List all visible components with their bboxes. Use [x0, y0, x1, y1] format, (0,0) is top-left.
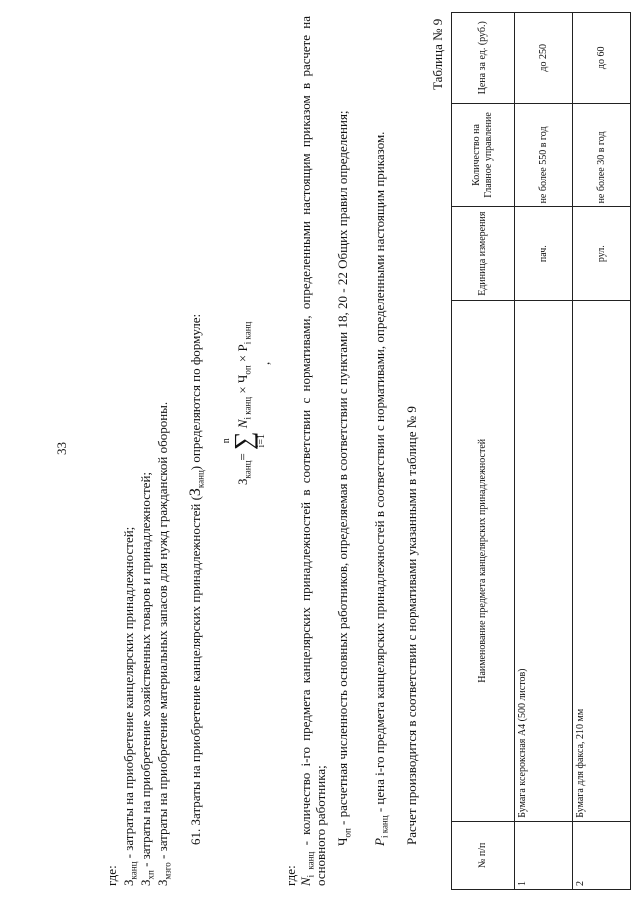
cell-name: Бумага для факса, 210 мм	[573, 300, 631, 821]
definition-zhp: $З_{хп}$ - затраты на приобретение хозяйственных товаров и принадлежностей;	[138, 471, 156, 886]
cell-name: Бумага ксероксная А4 (500 листов)	[515, 300, 573, 821]
cell-unit: рул.	[573, 207, 631, 300]
table-row	[515, 13, 573, 890]
cell-quantity: не более 550 в год	[515, 103, 573, 207]
header-unit: Единица измерения	[452, 207, 515, 300]
header-name: Наименование предмета канцелярских принадлежностей	[452, 300, 515, 821]
cell-price: до 60	[573, 13, 631, 104]
formula: $З_{канц}=$ n ∑ i=1 $N_{i канц} \times Ч_{оп} \times P_{i канц}$	[221, 321, 267, 485]
calculation-note: Расчет производится в соответствии с нормативами указанными в таблице № 9	[404, 406, 419, 845]
definition-n-i-kanc: $N_{i канц}$ - количество i-го предмета канцелярских принадлежностей в соответствии с нормативами, определенными настоящим приказом в расчете на основного работника;	[298, 16, 328, 886]
cell-number: 1	[515, 821, 573, 889]
definition-ch-op: $Ч_{оп}$ - расчетная численность основных работников, определяемая в соответствии с пунктами 18, 20 - 22 Общих правил определения;	[335, 110, 353, 846]
where-label-2: где:	[283, 865, 298, 886]
sum-operator: n ∑ i=1	[221, 431, 267, 451]
definition-zmzgo: $З_{мзго}$ - затраты на приобретение материальных запасов для нужд гражданской обороны.	[155, 401, 173, 886]
cell-number: 2	[573, 821, 631, 889]
cell-price: до 250	[515, 13, 573, 104]
header-number: № п/п	[452, 821, 515, 889]
table-9	[451, 12, 631, 890]
table-caption: Таблица № 9	[430, 18, 445, 90]
header-price: Цена за ед. (руб.)	[452, 13, 515, 104]
definition-zkanc: $З_{канц}$ - затраты на приобретение канцелярских принадлежностей;	[121, 526, 139, 886]
page-number: 33	[54, 442, 69, 455]
formula-comma: ,	[257, 361, 272, 365]
definition-p-i-kanc: $P_{i канц}$ - цена i-го предмета канцелярских принадлежностей в соответствии с нормативами, определенными настоящим приказом.	[372, 131, 390, 846]
cell-quantity: не более 30 в год	[573, 103, 631, 207]
paragraph-61: 61. Затраты на приобретение канцелярских принадлежностей $(З_{канц})$ определяются по формуле:	[187, 313, 206, 845]
where-label: где:	[104, 865, 119, 886]
table-header-row	[452, 13, 515, 890]
header-quantity: Количество на Главное управление	[452, 103, 515, 207]
cell-unit: пач.	[515, 207, 573, 300]
table-row	[573, 13, 631, 890]
